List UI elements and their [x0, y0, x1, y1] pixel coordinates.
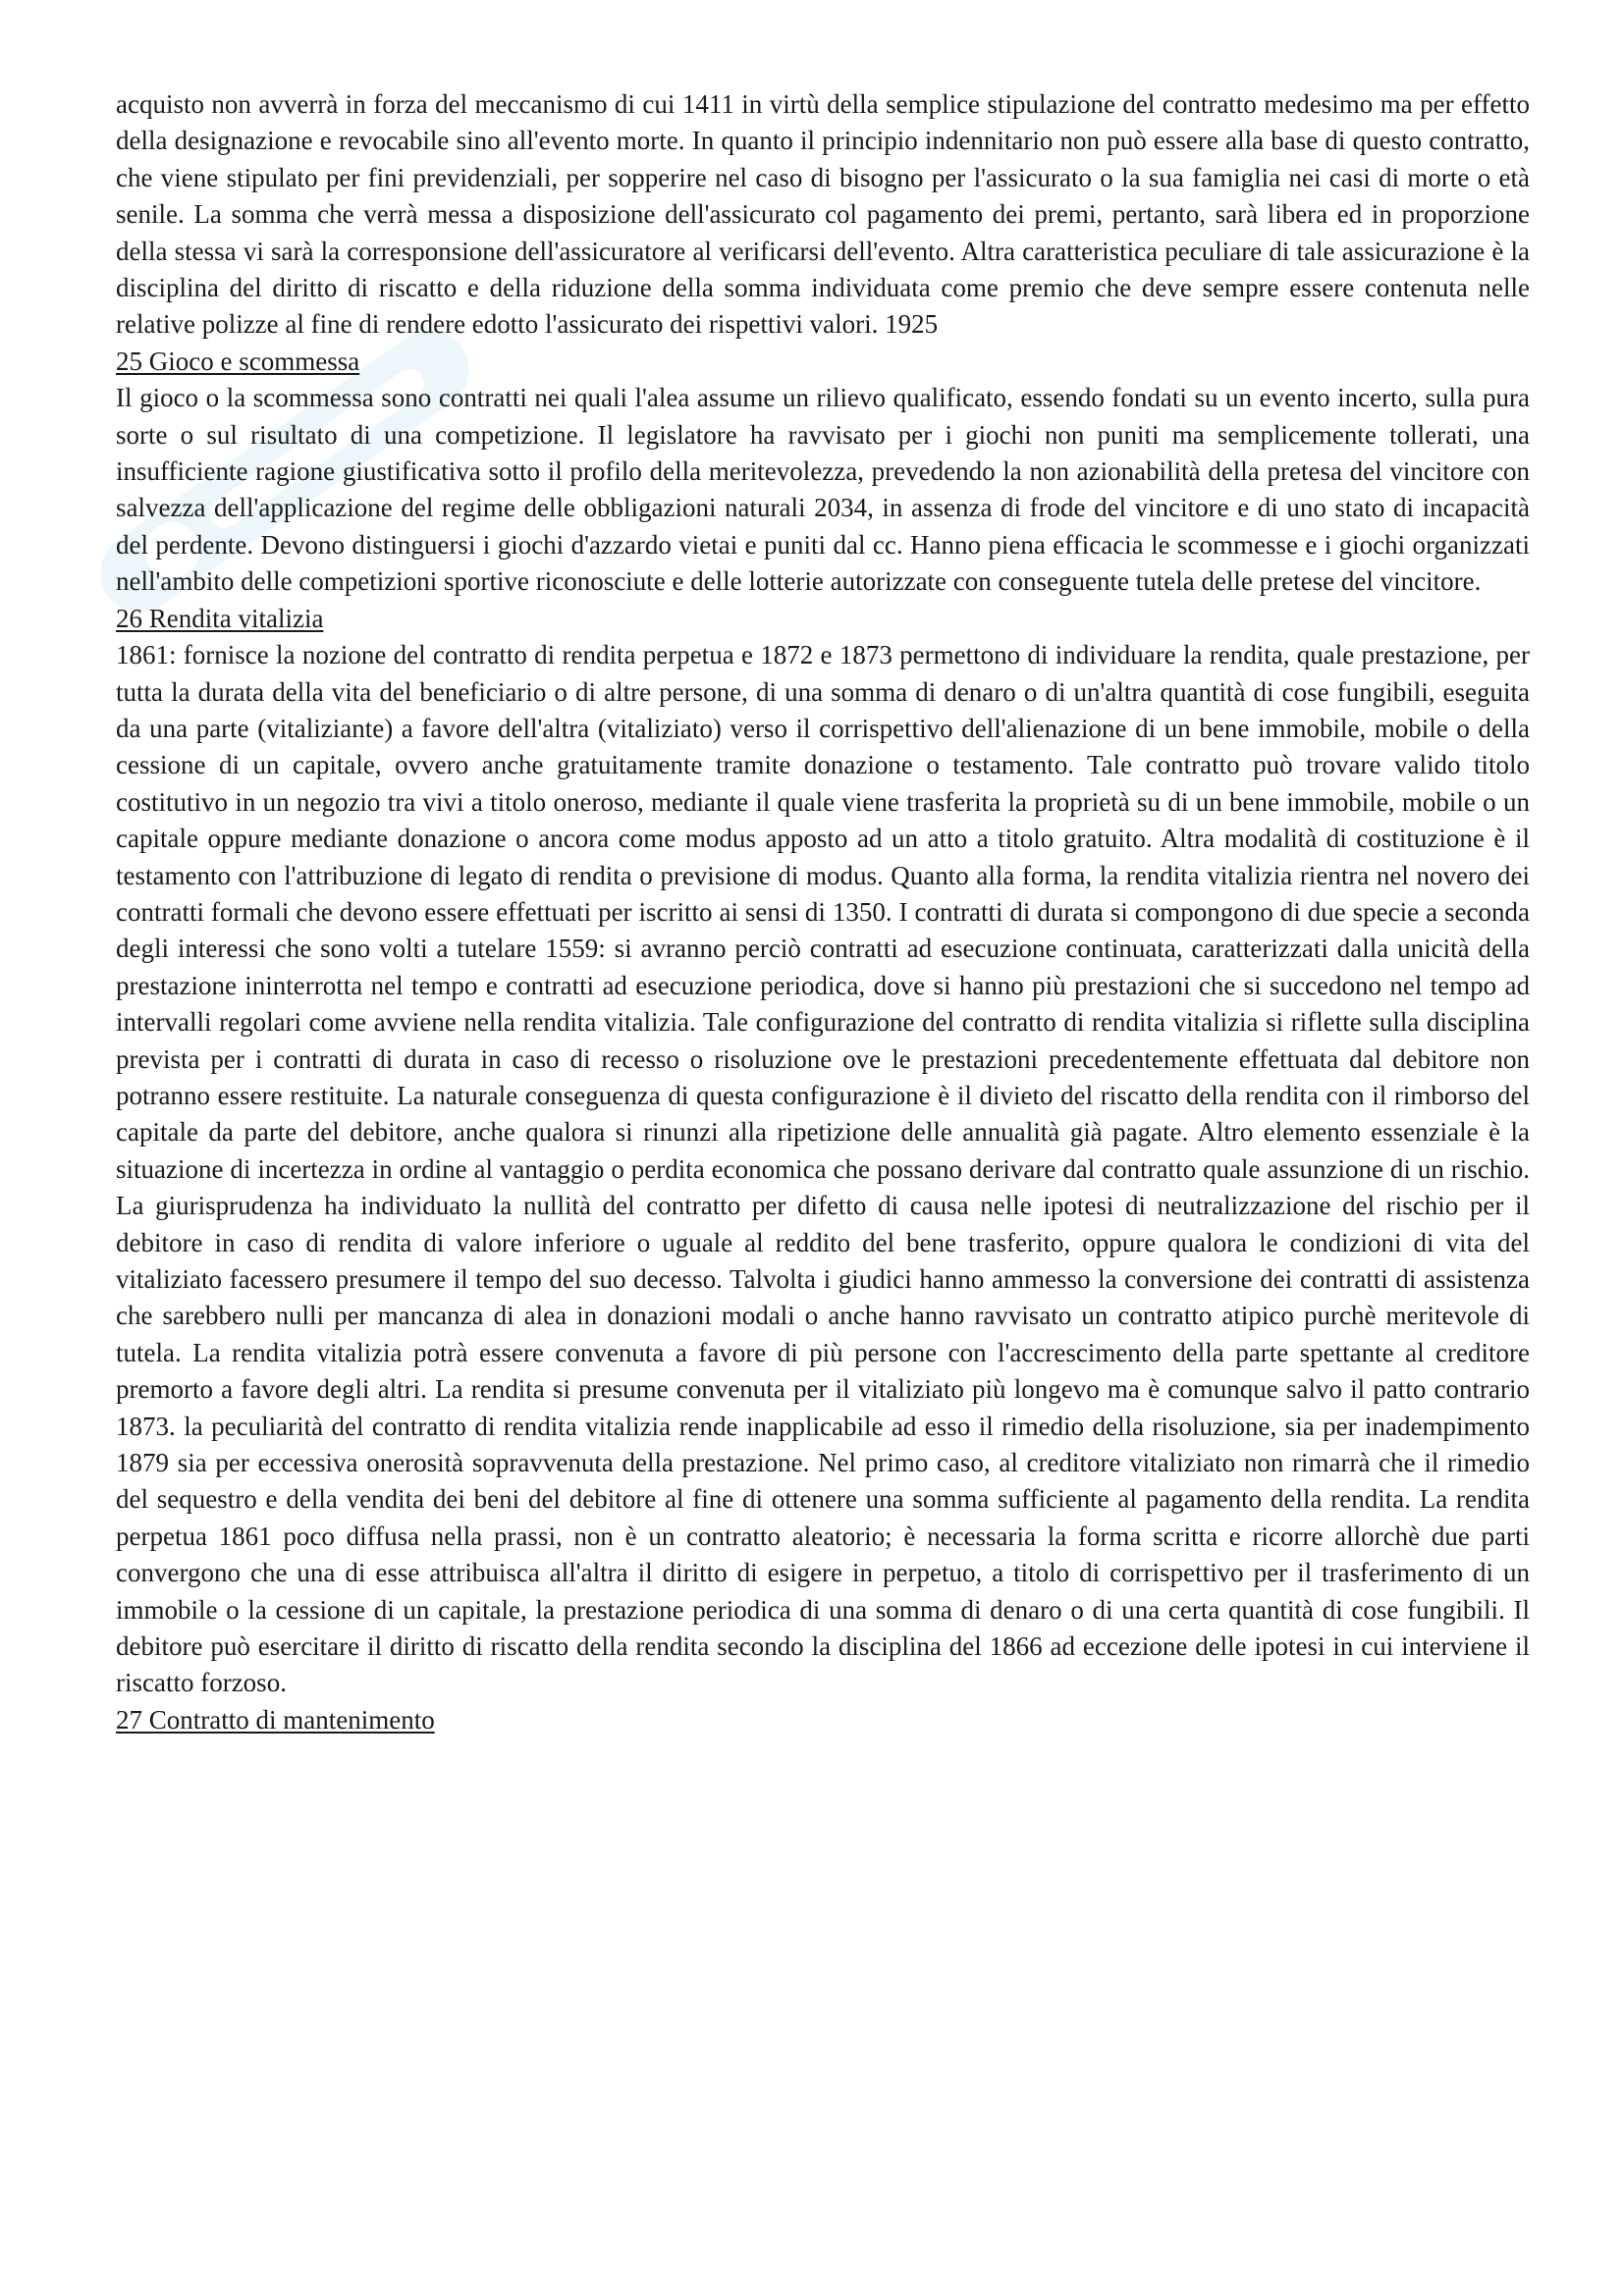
paragraph-insurance-continuation: acquisto non avverrà in forza del meccanismo di cui 1411 in virtù della semplice stipulazione del contratto medesimo ma per effetto della designazione e revocabile sino all'evento morte. In quanto il principio indennitario non può essere alla base di questo contratto, che viene stipulato per fini previdenziali, per sopperire nel caso di bisogno per l'assicurato o la sua famiglia nei casi di morte o età senile. La somma che verrà messa a disposizione dell'assicurato col pagamento dei premi, pertanto, sarà libera ed in proporzione della stessa vi sarà la corresponsione dell'assicuratore al verificarsi dell'evento. Altra caratteristica peculiare di tale assicurazione è la disciplina del diritto di riscatto e della riduzione della somma individuata come premio che deve sempre essere contenuta nelle relative polizze al fine di rendere edotto l'assicurato dei rispettivi valori. 1925 — [116, 89, 1530, 340]
document-page — [116, 86, 1530, 1738]
paragraph-gioco-scommessa: Il gioco o la scommessa sono contratti nei quali l'alea assume un rilievo qualificato, essendo fondati su un evento incerto, sulla pura sorte o sul risultato di una competizione. Il legislatore ha ravvisato per i giochi non puniti ma semplicemente tollerati, una insufficiente ragione giustificativa sotto il profilo della meritevolezza, prevedendo la non azionabilità della pretesa del vincitore con salvezza dell'applicazione del regime delle obbligazioni naturali 2034, in assenza di frode del vincitore e di uno stato di incapacità del perdente. Devono distinguersi i giochi d'azzardo vietai e puniti dal cc. Hanno piena efficacia le scommesse e i giochi organizzati nell'ambito delle competizioni sportive riconosciute e delle lotterie autorizzate con conseguente tutela delle pretese del vincitore. — [116, 383, 1530, 597]
paragraph-rendita-vitalizia: 1861: fornisce la nozione del contratto di rendita perpetua e 1872 e 1873 permettono di individuare la rendita, quale prestazione, per tutta la durata della vita del beneficiario o di altre persone, di una somma di denaro o di un'altra quantità di cose fungibili, eseguita da una parte (vitaliziante) a favore dell'altra (vitaliziato) verso il corrispettivo dell'alienazione di un bene immobile, mobile o della cessione di un capitale, ovvero anche gratuitamente tramite donazione o testamento. Tale contratto può trovare valido titolo costitutivo in un negozio tra vivi a titolo oneroso, mediante il quale viene trasferita la proprietà su di un bene immobile, mobile o un capitale oppure mediante donazione o ancora come modus apposto ad un atto a titolo gratuito. Altra modalità di costituzione è il testamento con l'attribuzione di legato di rendita o previsione di modus. Quanto alla forma, la rendita vitalizia rientra nel novero dei contratti formali che devono essere effettuati per iscritto ai sensi di 1350. I contratti di durata si compongono di due specie a seconda degli interessi che sono volti a tutelare 1559: si avranno perciò contratti ad esecuzione continuata, caratterizzati dalla unicità della prestazione ininterrotta nel tempo e contratti ad esecuzione periodica, dove si hanno più prestazioni che si succedono nel tempo ad intervalli regolari come avviene nella rendita vitalizia. Tale configurazione del contratto di rendita vitalizia si riflette sulla disciplina prevista per i contratti di durata in caso di recesso o risoluzione ove le prestazioni precedentemente effettuata dal debitore non potranno essere restituite. La naturale conseguenza di questa configurazione è il divieto del riscatto della rendita con il rimborso del capitale da parte del debitore, anche qualora si rinunzi alla ripetizione delle annualità già pagate. Altro elemento essenziale è la situazione di incertezza in ordine al vantaggio o perdita economica che possano derivare dal contratto quale assunzione di un rischio. La giurisprudenza ha individuato la nullità del contratto per difetto di causa nelle ipotesi di neutralizzazione del rischio per il debitore in caso di rendita di valore inferiore o uguale al reddito del bene trasferito, oppure qualora le condizioni di vita del vitaliziato facessero presumere il tempo del suo decesso. Talvolta i giudici hanno ammesso la conversione dei contratti di assistenza che sarebbero nulli per mancanza di alea in donazioni modali o anche hanno ravvisato un contratto atipico purchè meritevole di tutela. La rendita vitalizia potrà essere convenuta a favore di più persone con l'accrescimento della parte spettante al creditore premorto a favore degli altri. La rendita si presume convenuta per il vitaliziato più longevo ma è comunque salvo il patto contrario 1873. la peculiarità del contratto di rendita vitalizia rende inapplicabile ad esso il rimedio della risoluzione, sia per inadempimento 1879 sia per eccessiva onerosità sopravvenuta della prestazione. Nel primo caso, al creditore vitaliziato non rimarrà che il rimedio del sequestro e della vendita dei beni del debitore al fine di ottenere una somma sufficiente al pagamento della rendita. La rendita perpetua 1861 poco diffusa nella prassi, non è un contratto aleatorio; è necessaria la forma scritta e ricorre allorchè due parti convergono che una di esse attribuisca all'altra il diritto di esigere in perpetuo, a titolo di corrispettivo per il trasferimento di un immobile o la cessione di un capitale, la prestazione periodica di una somma di denaro o di una certa quantità di cose fungibili. Il debitore può esercitare il diritto di riscatto della rendita secondo la disciplina del 1866 ad eccezione delle ipotesi in cui interviene il riscatto forzoso. — [116, 640, 1530, 1698]
section-heading-gioco-scommessa: 25 Gioco e scommessa — [116, 346, 360, 376]
section-heading-rendita-vitalizia: 26 Rendita vitalizia — [116, 603, 324, 633]
section-heading-contratto-mantenimento: 27 Contratto di mantenimento — [116, 1704, 435, 1735]
